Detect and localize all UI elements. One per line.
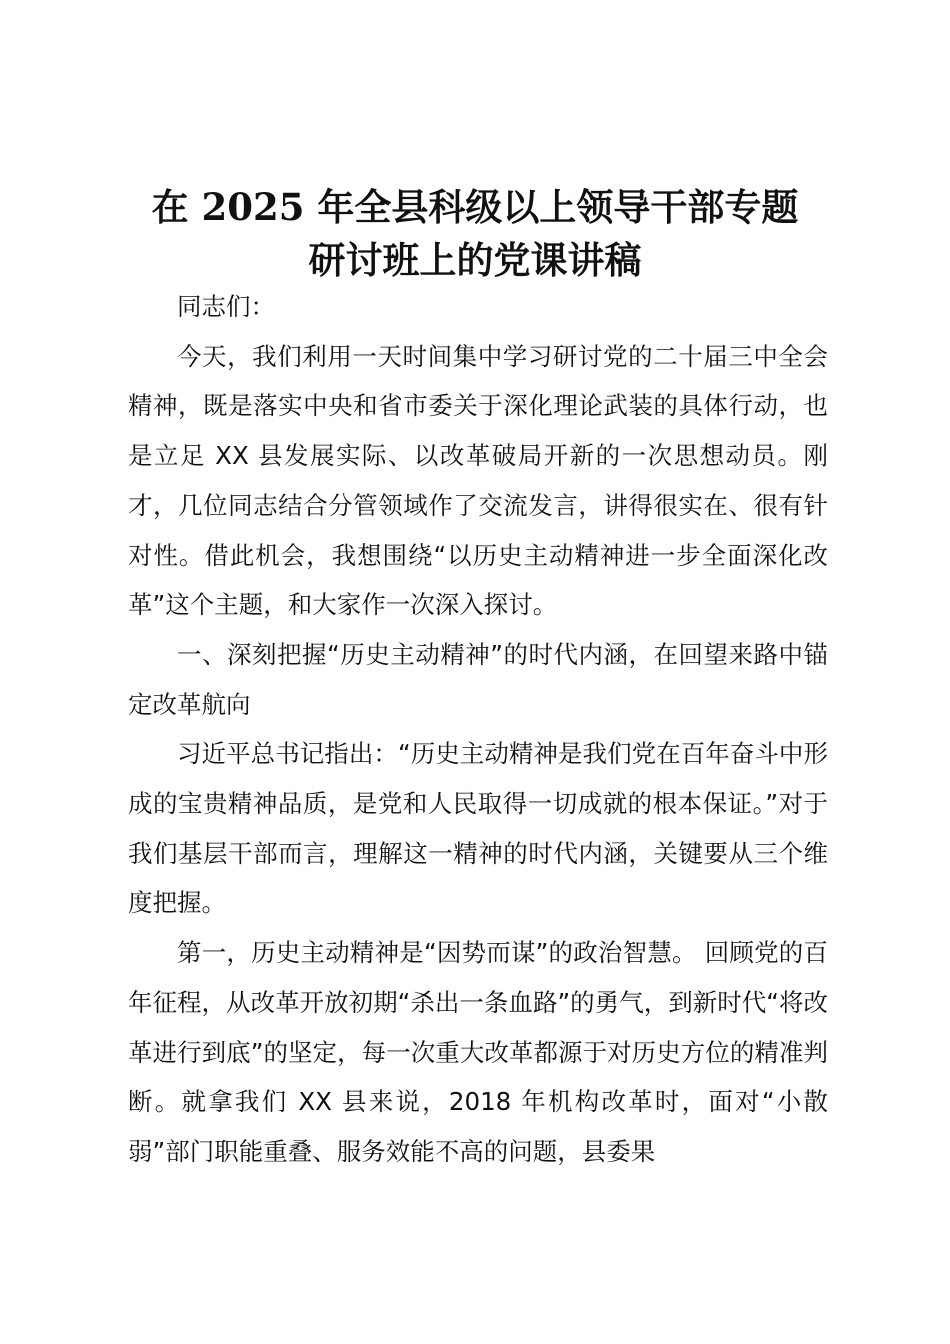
paragraph-quote: 习近平总书记指出：“历史主动精神是我们党在百年奋斗中形成的宝贵精神品质，是党和人民取得一切成就的根本保证。”对于我们基层干部而言，理解这一精神的时代内涵，关键要从三个维度把握。	[128, 739, 828, 918]
salutation: 同志们：	[177, 292, 275, 321]
document-title-line-1: 在 2025 年全县科级以上领导干部专题	[151, 185, 799, 229]
paragraph-first-point: 第一，历史主动精神是“因势而谋”的政治智慧。 回顾党的百年征程，从改革开放初期“杀出一条血路”的勇气，到新时代“将改革进行到底”的坚定，每一次重大改革都源于对历史方位的精准判断。就拿我们 XX 县来说，2018 年机构改革时，面对“小散弱”部门职能重叠、服务效能不高的问题，县委果	[128, 938, 828, 1166]
section-heading-1: 一、深刻把握“历史主动精神”的时代内涵，在回望来路中锚定改革航向	[128, 639, 828, 719]
paragraph-intro: 今天，我们利用一天时间集中学习研讨党的二十届三中全会精神，既是落实中央和省市委关于深化理论武装的具体行动，也是立足 XX 县发展实际、以改革破局开新的一次思想动员。刚才，几位同志结合分管领域作了交流发言，讲得很实在、很有针对性。借此机会，我想围绕“以历史主动精神进一步全面深化改革”这个主题，和大家作一次深入探讨。	[128, 341, 828, 620]
document-body	[128, 282, 828, 1177]
document-title-line-2: 研讨班上的党课讲稿	[308, 238, 642, 282]
